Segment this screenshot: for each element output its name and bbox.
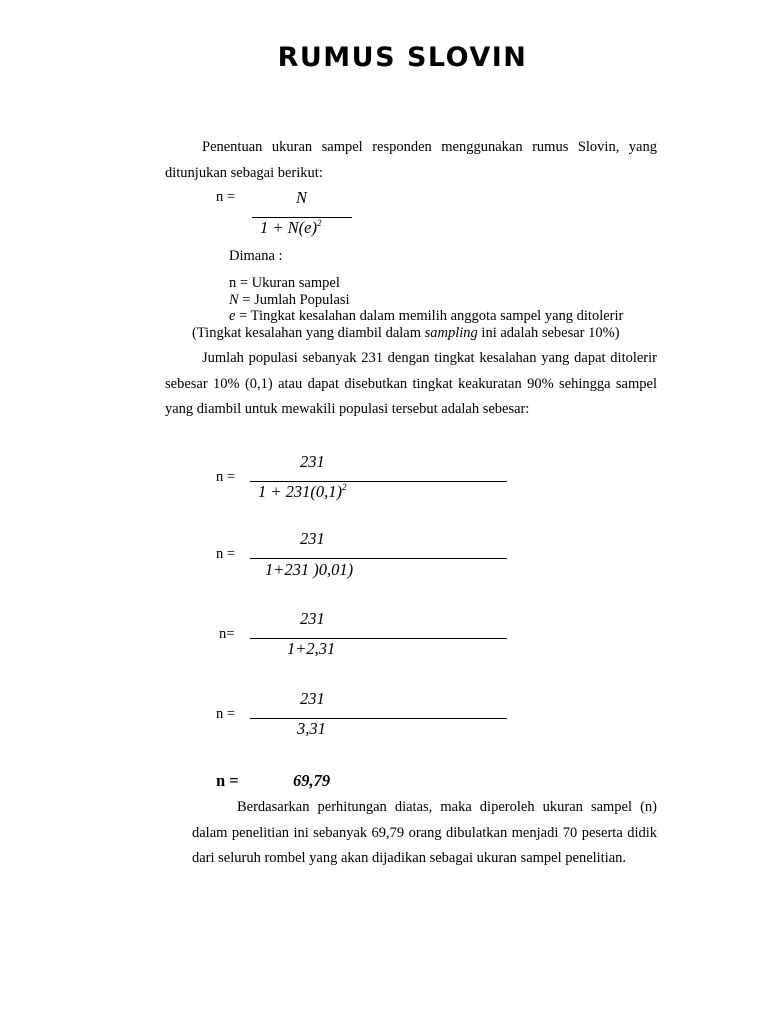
definition-n [229,275,340,292]
step-denominator [258,482,347,502]
population-paragraph: Jumlah populasi sebanyak 231 dengan tingkat kesalahan yang dapat ditolerir sebesar 10% (0,1) atau dapat disebutkan tingkat keakuratan 90% sehingga sampel yang diambil untuk mewakili populasi tersebut adalah sebesar: [165,350,657,417]
formula-exponent: 2 [316,218,322,228]
definitions-heading: Dimana : [229,248,283,264]
formula-denominator-text: 1 + N(e) [260,218,317,237]
definition-N [229,292,350,309]
page-title: RUMUS SLOVIN [277,42,528,73]
definition-e-symbol: e [229,308,236,324]
step-numerator: 231 [300,529,325,548]
result-value: 69,79 [293,771,331,790]
step-lhs: n = [216,469,236,485]
conclusion-paragraph: Berdasarkan perhitungan diatas, maka diperoleh ukuran sampel (n) dalam penelitian ini sebanyak 69,79 orang dibulatkan menjadi 70 peserta didik dari seluruh rombel yang akan dijadikan sebagai ukuran sampel penelitian. [192,799,657,866]
step-fraction-line [250,558,507,559]
definition-e-text: = Tingkat kesalahan dalam memilih anggota sampel yang ditolerir [235,308,624,324]
intro-paragraph: Penentuan ukuran sampel responden menggunakan rumus Slovin, yang ditunjukan sebagai berikut: [165,139,657,181]
step-lhs: n = [216,546,236,562]
step-denominator: 1+231 )0,01) [265,560,354,579]
sampling-note [192,325,620,342]
definition-N-symbol: N [229,292,239,308]
sampling-note-post: ini adalah sebesar 10%) [477,325,620,341]
definition-e [229,308,623,325]
step-denominator: 3,31 [297,719,326,738]
sampling-note-pre: (Tingkat kesalahan yang diambil dalam [192,325,425,341]
step-numerator: 231 [300,609,325,628]
step-lhs: n = [216,706,236,722]
step-numerator: 231 [300,689,325,708]
step-fraction-line [250,718,507,719]
step-lhs: n= [219,626,235,642]
step-numerator: 231 [300,452,325,471]
formula-numerator: N [296,188,308,207]
step-denominator: 1+2,31 [287,639,336,658]
result-lhs: n = [216,771,239,790]
formula-lhs: n = [216,189,236,205]
definition-n-text: = Ukuran sampel [236,275,340,291]
definition-n-symbol: n [229,275,237,291]
step-denominator-text: 1 + 231(0,1) [258,482,342,501]
definition-N-text: = Jumlah Populasi [238,292,350,308]
sampling-note-italic: sampling [424,325,478,341]
formula-denominator [260,218,321,238]
step-exponent: 2 [342,482,347,492]
